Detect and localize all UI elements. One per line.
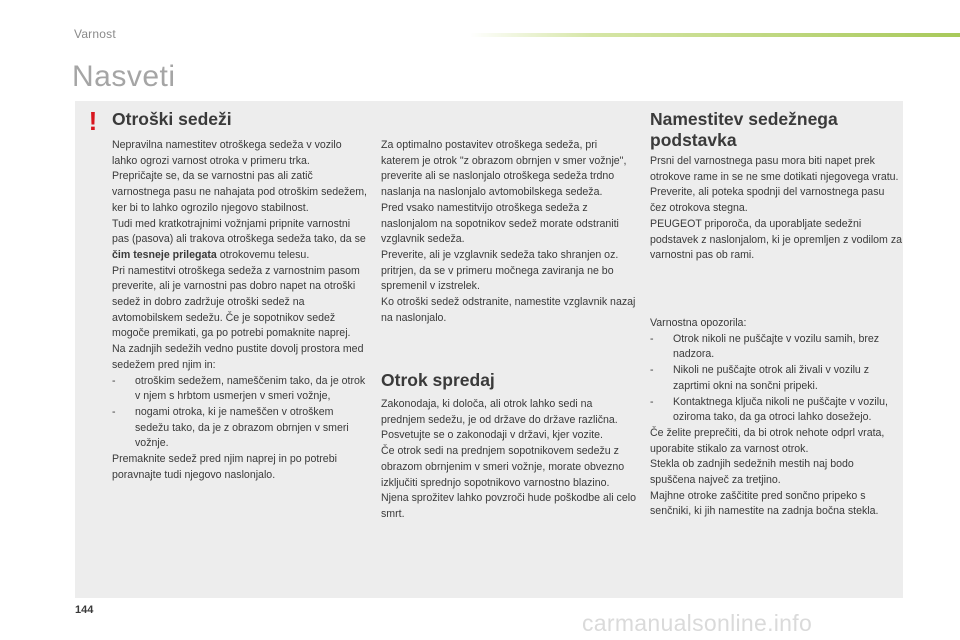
paragraph: Če otrok sedi na prednjem sopotnikovem sedežu z obrazom obrnjenim v smeri vožnje, morate obvezno izključiti sprednjo sopotnikovo varnostno blazino. Njena sprožitev lahko povzroči hude poškodbe ali celo smrt. [381, 445, 636, 520]
text-run: otrokovemu telesu. [216, 248, 310, 261]
paragraph: Prsni del varnostnega pasu mora biti napet prek otrokove rame in se ne sme dotikati njegovega vratu. [650, 155, 899, 183]
column-right [650, 154, 902, 264]
list-item-text: nogami otroka, ki je nameščen v otroškem sedežu tako, da je z obrazom obrnjen v smeri vožnje. [135, 405, 349, 450]
paragraph: Stekla ob zadnjih sedežnih mestih naj bodo spuščena največ za tretjino. [650, 458, 854, 487]
list-dash: - [112, 374, 116, 387]
paragraph: Preverite, ali je vzglavnik sedeža tako shranjen oz. pritrjen, da se v primeru močnega zaviranja ne bo spremenil v izstrelek. [381, 248, 619, 293]
paragraph: Če želite preprečiti, da bi otrok nehote odprl vrata, uporabite stikalo za varnost otrok. [650, 426, 885, 455]
paragraph: Prepričajte se, da se varnostni pas ali zatič varnostnega pasu ne nahajata pod otroškim sedežem, ker bi to lahko ogrozilo njegovo stabilnost. [112, 170, 368, 214]
paragraph: Na zadnjih sedežih vedno pustite dovolj prostora med sedežem pred njim in: [112, 343, 364, 371]
list-item-text: Nikoli ne puščajte otrok ali živali v vozilu z zaprtimi okni na sončni pripeki. [673, 364, 870, 392]
page-title: Nasveti [72, 60, 176, 93]
list-dash: - [650, 332, 654, 345]
list-item-text: otroškim sedežem, nameščenim tako, da je otrok v njem s hrbtom usmerjen v smeri vožnje, [135, 374, 366, 403]
paragraph: Preverite, ali poteka spodnji del varnostnega pasu čez otrokova stegna. [650, 186, 885, 215]
list-item-text: Kontaktnega ključa nikoli ne puščajte v vozilu, oziroma tako, da ga otroci lahko dosežejo. [673, 395, 888, 424]
list-dash: - [650, 395, 654, 408]
paragraph: Majhne otroke zaščitite pred sončno pripeko s senčniki, ki jih namestite na zadnja bočna stekla. [650, 489, 879, 518]
text-run: Tudi med kratkotrajnimi vožnjami pripnite varnostni pas (pasova) ali trakova otroškega sedeža tako, da se [112, 217, 366, 246]
list-item [112, 405, 367, 452]
paragraph: Pred vsako namestitvijo otroškega sedeža z naslonjalom na sopotnikov sedež morate odstraniti vzglavnik sedeža. [381, 201, 619, 246]
list-item-text: Otrok nikoli ne puščajte v vozilu samih, brez nadzora. [673, 332, 880, 361]
paragraph: Pri namestitvi otroškega sedeža z varnostnim pasom preverite, ali je varnostni pas dobro napet na otroški sedež in dobro zadržuje otroški sedež na avtomobilskem sedežu. Če je sopotnikov sedež mogoče premikati, ga po potrebi pomaknite naprej. [112, 264, 360, 340]
paragraph: Za optimalno postavitev otroškega sedeža, pri katerem je otrok "z obrazom obrnjen v smer vožnje", preverite ali se naslonjalo otroškega sedeža trdno naslanja na naslonjalo avtomobilskega sedeža. [381, 139, 627, 199]
warnings-title: Varnostna opozorila: [650, 317, 747, 329]
header-accent-bar [470, 33, 960, 37]
column-right-warnings [650, 316, 902, 520]
list-item [650, 332, 902, 363]
list-dash: - [112, 405, 116, 418]
column-middle-lower [381, 397, 636, 523]
list-item [112, 374, 367, 405]
heading-child-front: Otrok spredaj [381, 370, 495, 390]
list-item [650, 395, 902, 426]
column-middle [381, 138, 636, 326]
paragraph: PEUGEOT priporoča, da uporabljate sedežni podstavek z naslonjalom, ki je opremljen z vodilom za varnostni pas ob rami. [650, 217, 903, 262]
heading-child-seats: Otroški sedeži [112, 109, 232, 129]
column-left [112, 138, 367, 483]
paragraph: Nepravilna namestitev otroškega sedeža v vozilo lahko ogrozi varnost otroka v primeru trka. [112, 139, 342, 167]
list-item [650, 363, 902, 394]
section-label: Varnost [74, 27, 116, 41]
paragraph: Ko otroški sedež odstranite, namestite vzglavnik nazaj na naslonjalo. [381, 296, 636, 324]
page-number: 144 [75, 604, 94, 616]
emphasis-text: čim tesneje prilegata [112, 248, 217, 261]
list-dash: - [650, 364, 654, 377]
watermark: carmanualsonline.info [582, 610, 813, 636]
heading-booster-seat: Namestitev sedežnega podstavka [650, 109, 838, 150]
exclamation-warning-icon: ! [88, 106, 98, 136]
paragraph: Premaknite sedež pred njim naprej in po potrebi poravnajte tudi njegovo naslonjalo. [112, 453, 337, 481]
paragraph [112, 217, 367, 264]
paragraph: Zakonodaja, ki določa, ali otrok lahko sedi na prednjem sedežu, je od države do države različna. Posvetujte se o zakonodaji v državi, kjer vozite. [381, 398, 618, 442]
